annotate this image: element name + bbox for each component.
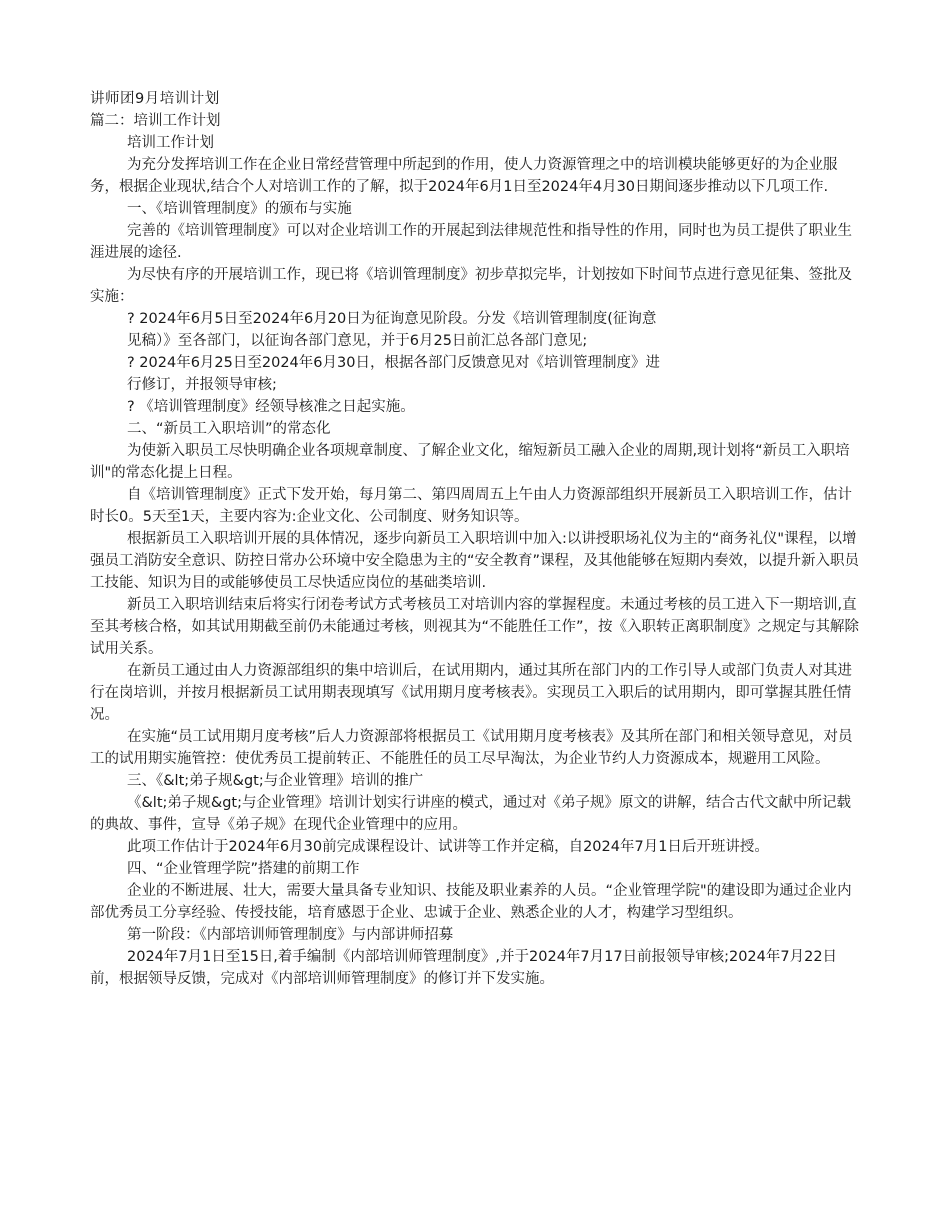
section-2-paragraph: 根据新员工入职培训开展的具体情况，逐步向新员工入职培训中加入:以讲授职场礼仪为主的“商务礼仪"课程，以增强员工消防安全意识、防控日常办公环境中安全隐患为主的“安全教育”课程，及其他能够在短期内奏效，以提升新入职员工技能、知识为目的或能够使员工尽快适应岗位的基础类培训. (90, 531, 860, 591)
bullet-line: ? 2024年6月25日至2024年6月30日，根据各部门反馈意见对《培训管理制度》进 (127, 355, 660, 371)
section-4-paragraph: 2024年7月1日至15日,着手编制《内部培训师管理制度》,并于2024年7月17日前报领导审核;2024年7月22日前，根据领导反馈，完成对《内部培训师管理制度》的修订并下发实施。 (90, 949, 838, 987)
section-2-paragraph: 为使新入职员工尽快明确企业各项规章制度、了解企业文化，缩短新员工融入企业的周期,现计划将“新员工入职培训"的常态化提上日程。 (90, 443, 850, 481)
section-1-paragraph: 完善的《培训管理制度》可以对企业培训工作的开展起到法律规范性和指导性的作用，同时也为员工提供了职业生涯进展的途径. (90, 223, 852, 261)
section-2-paragraph: 在实施“员工试用期月度考核”后人力资源部将根据员工《试用期月度考核表》及其所在部门和相关领导意见，对员工的试用期实施管控：使优秀员工提前转正、不能胜任的员工尽早淘汰，为企业节约人力资源成本，规避用工风险。 (90, 729, 853, 767)
section-4-title: 四、“企业管理学院”搭建的前期工作 (127, 861, 360, 877)
section-3-paragraph: 此项工作估计于2024年6月30前完成课程设计、试讲等工作并定稿，自2024年7月1日后开班讲授。 (127, 839, 769, 855)
section-heading: 培训工作计划 (127, 135, 214, 151)
bullet-line: 行修订，并报领导审核; (127, 377, 277, 393)
section-4-paragraph: 企业的不断进展、壮大，需要大量具备专业知识、技能及职业素养的人员。“企业管理学院"的建设即为通过企业内部优秀员工分享经验、传授技能，培育感恩于企业、忠诚于企业、熟悉企业的人才，构建学习型组织。 (90, 883, 852, 921)
stage-heading: 第一阶段：《内部培训师管理制度》与内部讲师招募 (127, 927, 454, 943)
bullet-line: ? 《培训管理制度》经领导核准之日起实施。 (127, 399, 415, 415)
section-2-paragraph: 新员工入职培训结束后将实行闭卷考试方式考核员工对培训内容的掌握程度。未通过考核的员工进入下一期培训,直至其考核合格，如其试用期截至前仍未能通过考核，则视其为“不能胜任工作”，按《入职转正离职制度》之规定与其解除试用关系。 (90, 597, 860, 657)
document-body (90, 88, 862, 990)
document-title: 讲师团9月培训计划 (90, 91, 220, 107)
intro-paragraph: 为充分发挥培训工作在企业日常经营管理中所起到的作用，使人力资源管理之中的培训模块能够更好的为企业服务，根据企业现状,结合个人对培训工作的了解，拟于2024年6月1日至2024年4月30日期间逐步推动以下几项工作. (90, 157, 838, 195)
bullet-line: 见稿）》至各部门，以征询各部门意见，并于6月25日前汇总各部门意见; (127, 333, 588, 349)
section-1-paragraph: 为尽快有序的开展培训工作，现已将《培训管理制度》初步草拟完毕，计划按如下时间节点进行意见征集、签批及实施： (90, 267, 852, 305)
section-2-paragraph: 在新员工通过由人力资源部组织的集中培训后，在试用期内，通过其所在部门内的工作引导人或部门负责人对其进行在岗培训，并按月根据新员工试用期表现填写《试用期月度考核表》。实现员工入职后的试用期内，即可掌握其胜任情况。 (90, 663, 852, 723)
section-1-title: 一、《培训管理制度》的颁布与实施 (127, 201, 352, 217)
document-subtitle: 篇二：培训工作计划 (90, 113, 221, 129)
section-2-title: 二、“新员工入职培训”的常态化 (127, 421, 331, 437)
section-2-paragraph: 自《培训管理制度》正式下发开始，每月第二、第四周周五上午由人力资源部组织开展新员工入职培训工作，估计时长0。5天至1天，主要内容为:企业文化、公司制度、财务知识等。 (90, 487, 852, 525)
section-3-title: 三、《&lt;弟子规&gt;与企业管理》培训的推广 (127, 773, 424, 789)
bullet-line: ? 2024年6月5日至2024年6月20日为征询意见阶段。分发《培训管理制度(征询意 (127, 311, 657, 327)
section-3-paragraph: 《&lt;弟子规&gt;与企业管理》培训计划实行讲座的模式，通过对《弟子规》原文的讲解，结合古代文献中所记载的典故、事件，宣导《弟子规》在现代企业管理中的应用。 (90, 795, 851, 833)
